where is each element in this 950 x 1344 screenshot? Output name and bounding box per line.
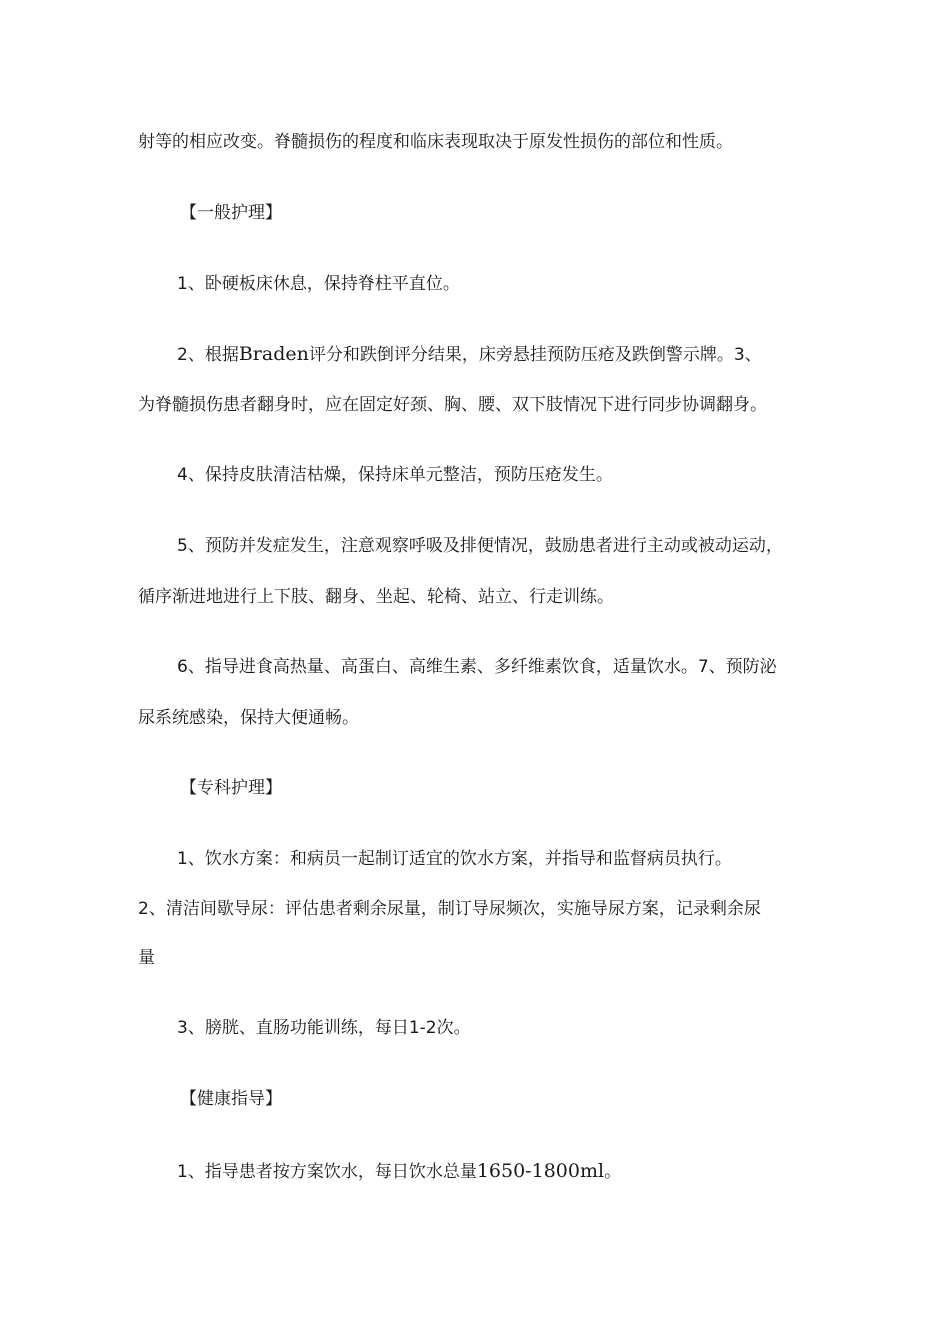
paragraph-line: 量 [138,948,155,968]
text-run: 。 [604,1162,622,1182]
paragraph-line: 5、预防并发症发生，注意观察呼吸及排便情况，鼓励患者进行主动或被动运动， [177,536,783,556]
section-heading-specialty-care: 【专科护理】 [180,778,282,798]
text-run-braden: Braden [238,343,309,365]
paragraph-line: 循序渐进地进行上下肢、翻身、坐起、轮椅、站立、行走训练。 [138,587,614,607]
section-heading-general-care: 【一般护理】 [180,203,282,223]
paragraph-line: 尿系统感染，保持大便通畅。 [138,708,359,728]
paragraph-line: 1、卧硬板床休息，保持脊柱平直位。 [177,274,460,294]
text-run: 评分和跌倒评分结果，床旁悬挂预防压疮及跌倒警示牌。3、 [308,345,762,365]
paragraph-line: 1、饮水方案：和病员一起制订适宜的饮水方案，并指导和监督病员执行。 [177,849,732,869]
paragraph-line: 为脊髓损伤患者翻身时，应在固定好颈、胸、腰、双下肢情况下进行同步协调翻身。 [138,395,767,415]
paragraph-line: 4、保持皮肤清洁枯燥，保持床单元整洁，预防压疮发生。 [177,465,613,485]
paragraph-line: 3、膀胱、直肠功能训练，每日1-2次。 [177,1018,471,1038]
section-heading-health-guidance: 【健康指导】 [180,1089,282,1109]
paragraph-line: 2、清洁间歇导尿：评估患者剩余尿量，制订导尿频次，实施导尿方案，记录剩余尿 [138,899,761,919]
text-run-volume: 1650-1800ml [476,1160,605,1182]
paragraph-line [0,342,762,367]
paragraph-line: 6、指导进食高热量、高蛋白、高维生素、多纤维素饮食，适量饮水。7、预防泌 [177,657,777,677]
text-run: 2、根据 [177,345,239,365]
text-run: 1、指导患者按方案饮水，每日饮水总量 [177,1162,477,1182]
paragraph-line [0,1159,621,1184]
paragraph-line: 射等的相应改变。脊髓损伤的程度和临床表现取决于原发性损伤的部位和性质。 [138,132,733,152]
